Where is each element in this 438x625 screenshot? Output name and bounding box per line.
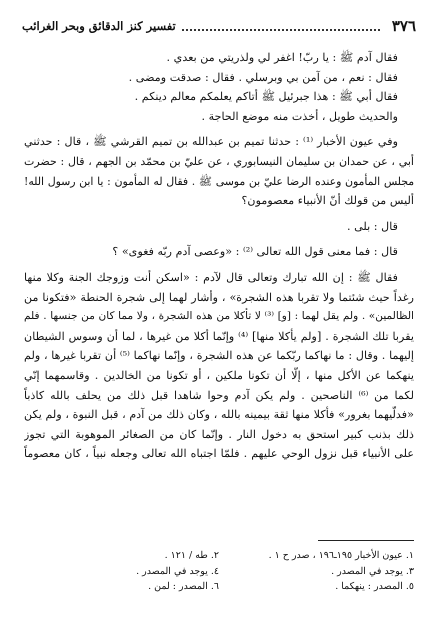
footnote: ٣. يوجد في المصدر . [331,565,414,577]
footnote-separator [318,540,414,541]
text-line: مجلس المأمون وعنده الرضا عليّ بن موسى ﷺ . فقال له المأمون : يا ابن رسول الله! [24,174,414,188]
text-line: أبي ، عن حمدان بن سليمان النيسابوري ، عن عليّ بن محمّد بن الجهم ، قال : حضرت [24,154,414,168]
text-line: لكما من ⁽⁶⁾ الناصحين . ولم يكن آدم وحوا شاهدا قبل ذلك من يحلف بالله كاذباً [24,388,414,402]
text-line: «فدلّيهما بغرور» فأكلا منها ثقة بيمينه بالله ، وكان ذلك من آدم ، قبل النبوة ، ولم يكن [24,408,414,422]
text-line: وفي عيون الأخبار ⁽¹⁾ : حدثنا تميم بن عبدالله بن تميم القرشي ﷺ ، قال : حدثني [24,135,398,149]
text-line: فقال ﷺ : إن الله تبارك وتعالى قال لآدم : «اسكن أنت وزوجك الجنة وكلا منها [24,270,398,284]
book-title: تفسير كنز الدقائق وبحر الغرائب [22,19,176,33]
footnote-row [24,579,414,595]
text-line: ذلك بذنب كبير استحق به دخول النار . وإنّما كان من الصغائر الموهوبة التي تجوز [24,427,414,441]
footnote: ٥. المصدر : ينهكما . [335,581,414,592]
footnotes [24,548,414,595]
footnote: ١. عيون الأخبار ١٩٥ـ١٩٦ ، صدر ح ١ . [268,550,414,561]
footnote: ٤. يوجد في المصدر . [136,565,219,577]
main-text [24,48,414,464]
running-header [22,14,416,38]
text-line: يقربا تلك الشجرة . [ولم يأكلا منها] ⁽⁴⁾ وإنّما أكلا من غيرها ، لما أن وسوس الشيطان [24,329,414,343]
text-line: ينهكما عن الأكل منها ، إلّا أن تكونا ملكين ، أو تكونا من الخالدين . وقاسمهما إنّي [24,368,414,382]
footnote-row [24,548,414,564]
text-line: إليهما . وقال : ما نهاكما ربّكما عن هذه الشجرة ، وإنّما نهاكما ⁽⁵⁾ أن تقربا غيرها ، ولم [24,349,414,363]
footnote: ٢. طه / ١٢١ . [164,550,219,561]
footnote: ٦. المصدر : لمن . [148,581,219,592]
text-line: الظالمين» . ولم يقل لهما : [و] ⁽³⁾ لا تأكلا من هذه الشجرة ، ولا مما كان من جنسها . فلم [24,310,414,323]
text-line: قال : فما معنى قول الله تعالى ⁽²⁾ : «وعصى آدم ربّه فغوى» ؟ [112,245,398,259]
text-line: فقال أبي ﷺ : هذا جبرئيل ﷺ أتاكم يعلمكم معالم دينكم . [134,90,398,104]
text-line: قال : بلى . [346,219,398,233]
text-line: على الأنبياء قبل نزول الوحي عليهم . فلمّا اجتباه الله تعالى وجعله نبياً ، كان معصوماً [24,447,414,461]
text-line: فقال آدم ﷺ : يا ربّ! اغفر لي ولذريتي من بعدي . [166,51,398,64]
page-number: ٣٧٦ [391,17,416,35]
header-dotted-leader [182,21,380,31]
text-line: رغداً حيث شئتما ولا تقربا هذه الشجرة» ، وأشار لهما إلى شجرة الحنطة «فتكونا من [24,290,414,304]
text-line: فقال : نعم ، من آمن بي وبرسلي . فقال : صدقت ومضى . [128,70,398,84]
footnote-row [24,564,414,580]
text-line: والحديث طويل ، أخذت منه موضع الحاجة . [201,109,398,123]
text-line: أليس من قولك أنّ الأنبياء معصومون؟ [241,194,414,208]
